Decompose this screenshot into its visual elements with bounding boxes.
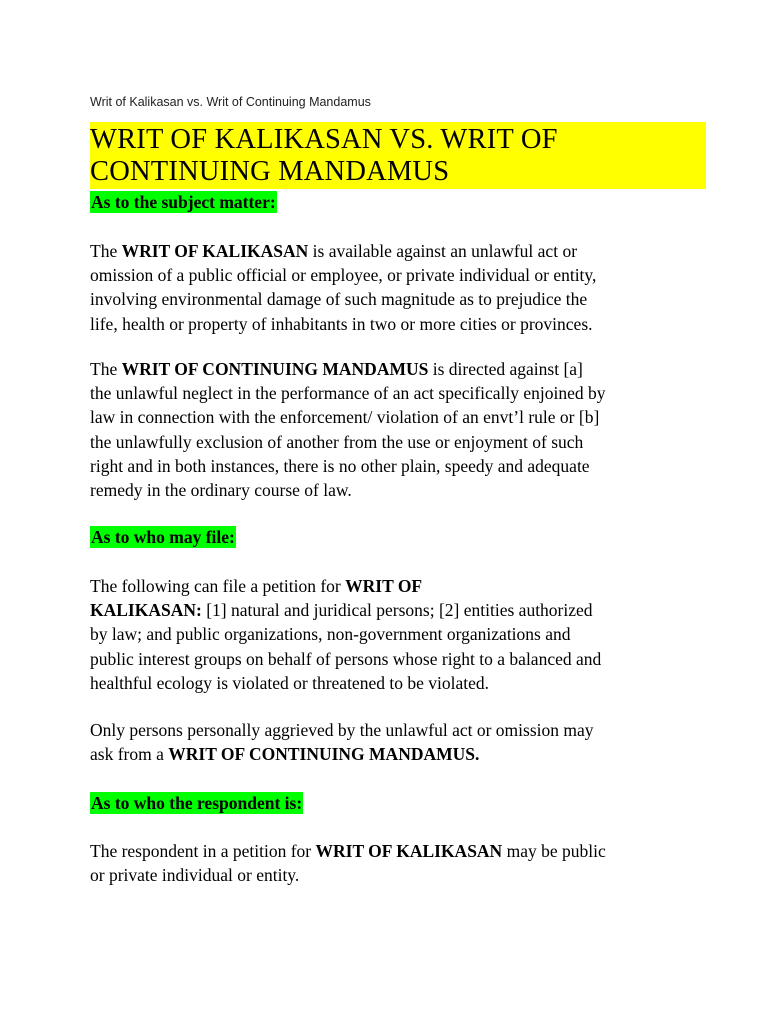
- text: [1] natural and juridical persons; [2] entities authorized: [201, 600, 593, 621]
- document-title: [90, 122, 706, 189]
- paragraph-respondent: [90, 839, 690, 887]
- text-line: by law; and public organizations, non-government organizations and: [90, 624, 571, 645]
- text-line: law in connection with the enforcement/ violation of an envt’l rule or [b]: [90, 407, 600, 428]
- text-line: involving environmental damage of such magnitude as to prejudice the: [90, 289, 588, 310]
- text: is directed against [a]: [428, 359, 583, 379]
- title-line-1: WRIT OF KALIKASAN VS. WRIT OF: [90, 124, 558, 155]
- text-line: life, health or property of inhabitants in two or more cities or provinces.: [90, 313, 593, 334]
- bold-term: KALIKASAN:: [90, 600, 202, 621]
- heading-who-may-file: As to who may file:: [91, 527, 235, 547]
- paragraph-mandamus-filers: [90, 718, 690, 766]
- paragraph-kalikasan-filers: [90, 574, 690, 695]
- text: ask from a: [90, 744, 169, 765]
- text-line: healthful ecology is violated or threatened to be violated.: [90, 672, 489, 693]
- bold-term: WRIT OF KALIKASAN: [315, 841, 503, 861]
- heading-respondent: As to who the respondent is:: [91, 793, 303, 813]
- bold-term: WRIT OF: [345, 576, 423, 596]
- text: may be public: [502, 841, 606, 861]
- text-line: the unlawfully exclusion of another from the use or enjoyment of such: [90, 431, 584, 452]
- text-line: or private individual or entity.: [90, 865, 300, 886]
- text: is available against an unlawful act or: [308, 241, 578, 261]
- running-header: Writ of Kalikasan vs. Writ of Continuing Mandamus: [90, 95, 371, 109]
- bold-term: WRIT OF CONTINUING MANDAMUS: [121, 359, 429, 379]
- text: The respondent in a petition for: [90, 841, 316, 861]
- text-line: Only persons personally aggrieved by the unlawful act or omission may: [90, 720, 594, 740]
- paragraph-kalikasan-subject: [90, 239, 690, 336]
- title-line-2: CONTINUING MANDAMUS: [90, 156, 450, 187]
- text-line: omission of a public official or employee, or private individual or entity,: [90, 265, 597, 286]
- bold-term: WRIT OF KALIKASAN: [121, 241, 309, 261]
- text: The: [90, 359, 122, 379]
- paragraph-mandamus-subject: [90, 357, 690, 502]
- heading-subject-matter: As to the subject matter:: [91, 192, 276, 212]
- text-line: right and in both instances, there is no other plain, speedy and adequate: [90, 455, 590, 476]
- bold-term: WRIT OF CONTINUING MANDAMUS.: [168, 744, 480, 765]
- text-line: remedy in the ordinary course of law.: [90, 480, 352, 501]
- text: The following can file a petition for: [90, 576, 346, 596]
- text-line: the unlawful neglect in the performance of an act specifically enjoined by: [90, 383, 606, 404]
- text-line: public interest groups on behalf of persons whose right to a balanced and: [90, 648, 602, 669]
- text: The: [90, 241, 122, 261]
